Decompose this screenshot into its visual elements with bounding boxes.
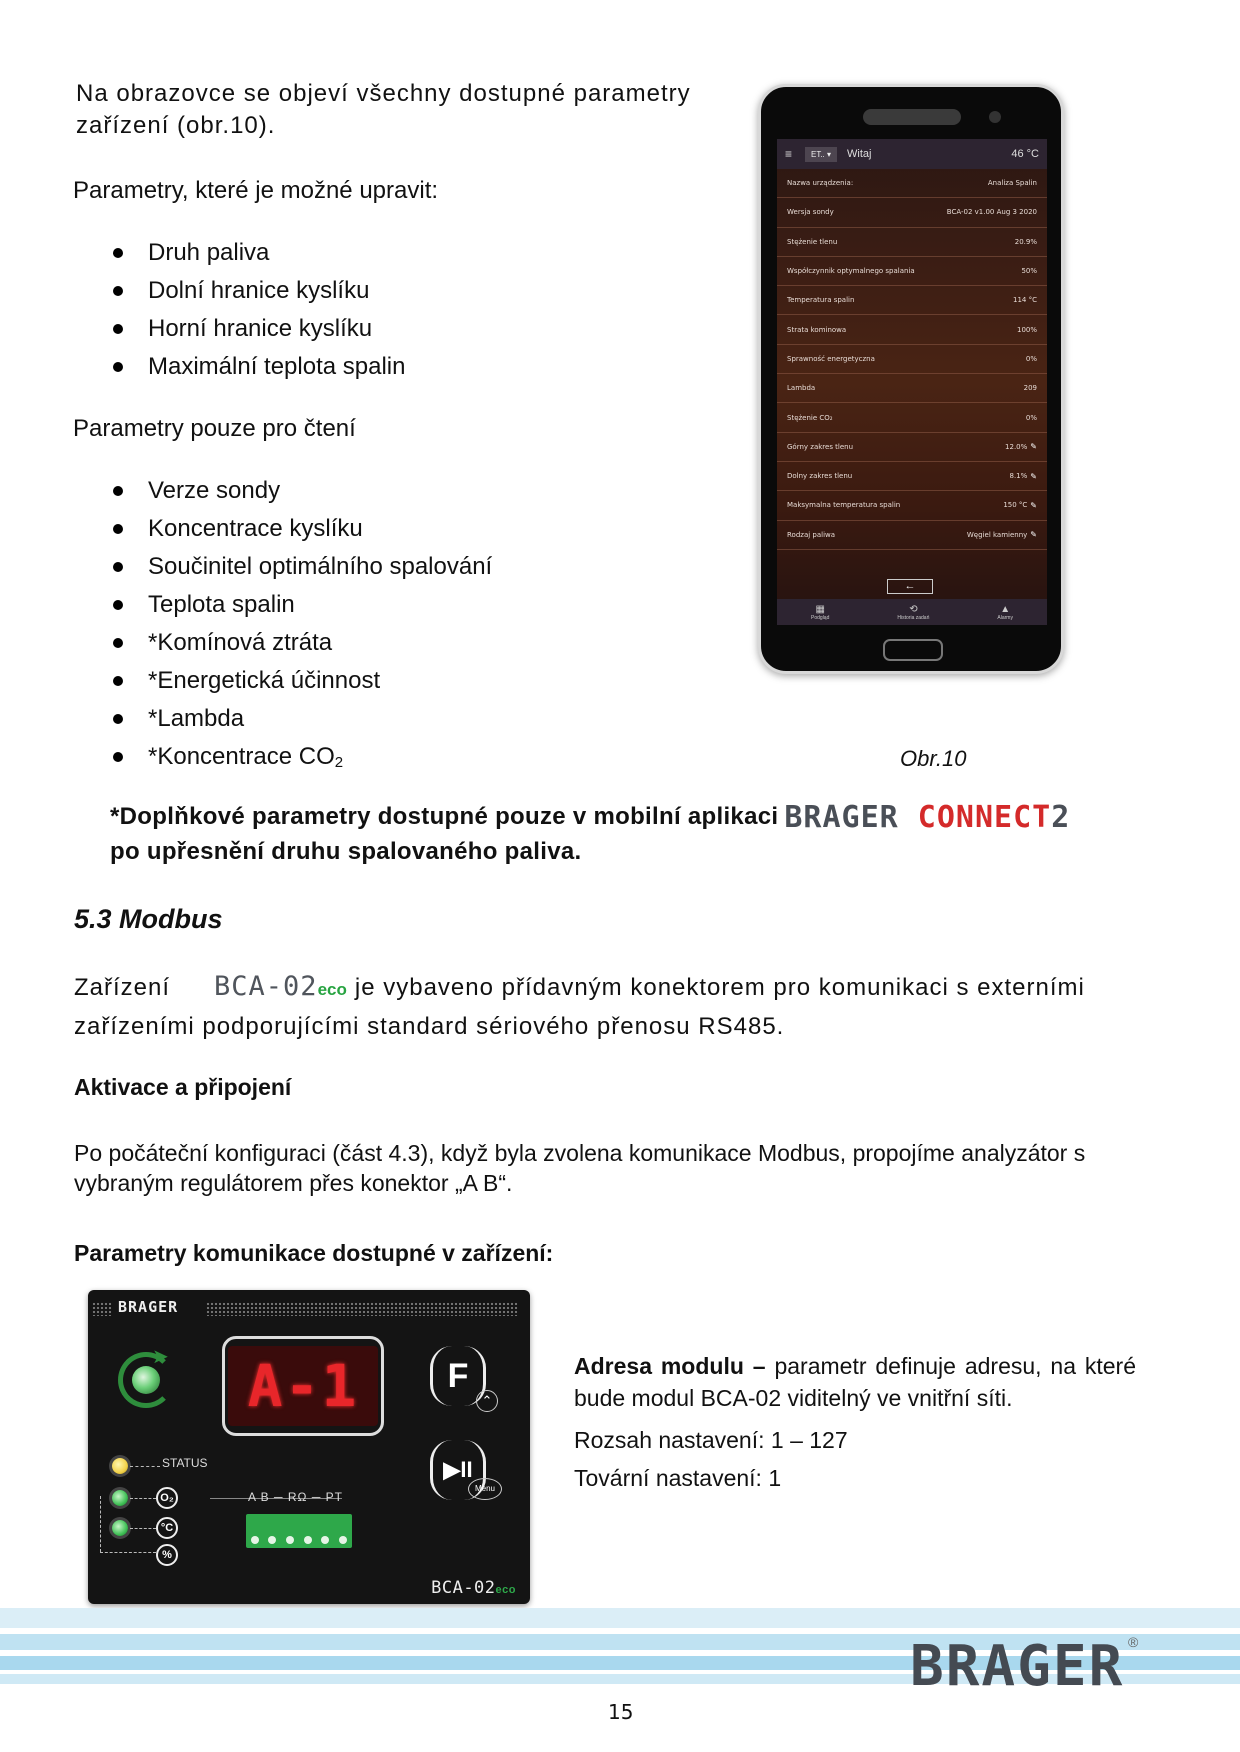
nav-label: Alarmy xyxy=(997,614,1013,621)
app-top-bar xyxy=(777,139,1047,169)
device-model: BCA-02eco xyxy=(431,1578,516,1598)
note-line-2: po upřesnění druhu spalovaného paliva. xyxy=(110,837,582,865)
parameter-value-wrap xyxy=(1024,384,1037,392)
list-item: Součinitel optimálního spalování xyxy=(73,548,492,586)
parameter-value: 8.1% xyxy=(1009,472,1028,481)
list-item: Koncentrace kyslíku xyxy=(73,510,492,548)
parameter-row xyxy=(777,228,1047,257)
terminal-block xyxy=(246,1514,352,1548)
parameter-value: Analiza Spalin xyxy=(987,179,1037,188)
brager-connect-logo: BRAGER CONNECT2 xyxy=(784,799,1071,835)
bca-02-device-panel xyxy=(88,1290,530,1604)
note-line-1: *Doplňkové parametry dostupné pouze v mobilní aplikaci xyxy=(110,803,779,830)
refresh-arrow-icon: ➤ xyxy=(152,1346,169,1368)
parameter-label: Temperatura spalin xyxy=(787,296,855,305)
parameter-value: 114 °C xyxy=(1013,296,1037,305)
parameter-value: 12.0% xyxy=(1005,442,1028,451)
editable-list xyxy=(73,234,405,386)
parameter-row xyxy=(777,315,1047,344)
bca-02-eco-logo: BCA-02eco xyxy=(214,971,347,1002)
terminal-pin xyxy=(251,1536,259,1544)
edit-pencil-icon[interactable]: ✎ xyxy=(1030,530,1037,540)
parameter-value: 100% xyxy=(1016,325,1037,334)
f-button[interactable]: F xyxy=(430,1346,486,1406)
temperature-icon: °C xyxy=(156,1517,178,1539)
oxygen-icon: O₂ xyxy=(156,1487,178,1509)
device-brand: BRAGER xyxy=(118,1298,179,1316)
parameter-value-wrap xyxy=(1015,238,1037,246)
parameter-label: Nazwa urządzenia: xyxy=(787,179,854,188)
parameter-label: Strata kominowa xyxy=(787,325,847,334)
parameter-value-wrap xyxy=(1010,472,1038,481)
grid-icon: ▦ xyxy=(815,603,825,615)
phone-speaker xyxy=(863,109,961,125)
supplementary-note xyxy=(110,800,1160,869)
modbus-description-text: je vybaveno přídavným konektorem pro komunikaci s externími zařízeními podporujícími standard sériového přenosu RS485. xyxy=(74,974,1085,1040)
parameter-value: BCA-02 v1.00 Aug 3 2020 xyxy=(946,208,1037,217)
parameter-value: Węgiel kamienny xyxy=(966,530,1028,539)
readonly-list xyxy=(73,472,492,779)
parameter-value-wrap xyxy=(1013,296,1037,304)
parameter-value-wrap xyxy=(967,530,1037,539)
module-definition: Adresa modulu – parametr definuje adresu, na které bude modul BCA-02 viditelný ve vnitřní síti. xyxy=(574,1353,1137,1411)
module-term: Adresa modulu – xyxy=(574,1353,766,1379)
intro-text xyxy=(76,78,746,142)
edit-pencil-icon[interactable]: ✎ xyxy=(1030,442,1037,452)
list-item: Verze sondy xyxy=(73,472,492,510)
edit-pencil-icon[interactable]: ✎ xyxy=(1030,471,1037,481)
terminal-pin xyxy=(268,1536,276,1544)
editable-heading: Parametry, které je možné upravit: xyxy=(73,177,439,204)
phone-camera xyxy=(989,111,1001,123)
parameter-row xyxy=(777,374,1047,403)
parameter-value: 0% xyxy=(1025,354,1037,363)
parameter-value-wrap xyxy=(1026,355,1037,363)
parameter-row xyxy=(777,403,1047,432)
phone-home-button xyxy=(883,639,943,661)
percent-icon: % xyxy=(156,1544,178,1566)
device-word: Zařízení xyxy=(74,974,171,1001)
terminal-pin xyxy=(286,1536,294,1544)
nav-item-history[interactable] xyxy=(897,604,929,621)
parameter-value: 150 °C xyxy=(1003,501,1028,510)
power-led xyxy=(132,1366,160,1394)
nav-item-preview[interactable] xyxy=(811,604,829,621)
parameter-row xyxy=(777,345,1047,374)
play-pause-button[interactable]: ▶II xyxy=(430,1440,486,1500)
module-range: Rozsah nastavení: 1 – 127 xyxy=(574,1427,848,1453)
intro-line-2: zařízení (obr.10). xyxy=(76,112,276,139)
module-default: Tovární nastavení: 1 xyxy=(574,1465,782,1491)
module-address-info xyxy=(574,1350,1136,1494)
parameter-label: Wersja sondy xyxy=(787,208,834,217)
activation-title: Aktivace a připojení xyxy=(74,1074,292,1100)
parameter-label: Współczynnik optymalnego spalania xyxy=(787,267,915,276)
connector-line xyxy=(130,1498,156,1499)
parameter-value-wrap xyxy=(1021,267,1037,275)
parameter-value: 50% xyxy=(1021,267,1037,276)
o2-led xyxy=(112,1490,128,1506)
list-item: Horní hranice kyslíku xyxy=(73,310,405,348)
decorative-dots xyxy=(206,1302,518,1316)
nav-item-alarms[interactable] xyxy=(997,604,1013,621)
communication-params-title: Parametry komunikace dostupné v zařízení: xyxy=(74,1240,554,1266)
parameter-label: Lambda xyxy=(787,384,816,393)
parameter-value-wrap xyxy=(1017,326,1037,334)
parameter-row xyxy=(777,286,1047,315)
temperature-readout: 46 °C xyxy=(1011,148,1039,160)
parameter-value: 20.9% xyxy=(1014,237,1037,246)
parameter-row xyxy=(777,198,1047,227)
device-selector[interactable]: ET.. ▾ xyxy=(805,147,837,162)
led-display: A-1 xyxy=(228,1346,378,1426)
parameter-label: Stężenie CO₂ xyxy=(787,413,833,422)
parameter-label: Rodzaj paliwa xyxy=(787,530,836,539)
co2-text: *Koncentrace CO xyxy=(148,743,335,770)
warning-icon: ▲ xyxy=(1000,603,1011,615)
section-title: 5.3 Modbus xyxy=(74,904,223,934)
parameter-label: Dolny zakres tlenu xyxy=(787,472,853,481)
decorative-dots xyxy=(92,1302,112,1316)
parameter-row[interactable] xyxy=(777,491,1047,520)
nav-label: Historia zadań xyxy=(897,614,930,621)
intro-line-1: Na obrazovce se objeví všechny dostupné parametry xyxy=(76,80,691,107)
brager-logo: BRAGER ® xyxy=(910,1634,1141,1699)
list-item: *Lambda xyxy=(73,700,492,738)
page-number: 15 xyxy=(608,1700,634,1724)
connector-labels: A B ─ RΩ ─ PT xyxy=(248,1490,343,1504)
terminal-pin xyxy=(339,1536,347,1544)
list-item: *Komínová ztráta xyxy=(73,624,492,662)
parameter-list xyxy=(777,169,1047,550)
parameter-row[interactable] xyxy=(777,521,1047,550)
phone-screen xyxy=(777,139,1047,625)
list-item: Druh paliva xyxy=(73,234,405,272)
list-item: Teplota spalin xyxy=(73,586,492,624)
parameter-row[interactable] xyxy=(777,462,1047,491)
back-arrow-icon[interactable]: ← xyxy=(887,579,933,594)
app-title: Witaj xyxy=(847,148,872,160)
parameter-value-wrap xyxy=(1026,414,1037,422)
connector-line xyxy=(100,1496,101,1552)
connector-line xyxy=(130,1466,160,1467)
parameter-row xyxy=(777,257,1047,286)
parameter-value-wrap xyxy=(988,179,1037,187)
parameter-label: Górny zakres tlenu xyxy=(787,442,854,451)
parameter-value-wrap xyxy=(1003,501,1037,510)
terminal-pin xyxy=(321,1536,329,1544)
nav-label: Podgląd xyxy=(811,614,830,621)
parameter-value: 0% xyxy=(1025,413,1037,422)
connector-line xyxy=(100,1552,156,1553)
app-bottom-nav xyxy=(777,599,1047,625)
status-label: STATUS xyxy=(162,1456,208,1470)
co2-subscript: 2 xyxy=(334,754,344,771)
parameter-value: 209 xyxy=(1023,384,1037,393)
parameter-value-wrap xyxy=(947,208,1037,216)
modbus-description xyxy=(74,968,1184,1045)
parameter-value-wrap xyxy=(1005,442,1037,451)
edit-pencil-icon[interactable]: ✎ xyxy=(1030,500,1037,510)
phone-mockup xyxy=(758,84,1064,674)
parameter-label: Maksymalna temperatura spalin xyxy=(787,501,901,510)
figure-caption: Obr.10 xyxy=(900,746,967,771)
activation-body: Po počáteční konfiguraci (část 4.3), když byla zvolena komunikace Modbus, propojíme analyzátor s vybraným regulátorem přes konektor „A B“. xyxy=(74,1140,1086,1196)
list-item: Dolní hranice kyslíku xyxy=(73,272,405,310)
hamburger-menu-icon[interactable]: ≡ xyxy=(785,147,793,161)
parameter-label: Stężenie tlenu xyxy=(787,237,838,246)
menu-label: Menu xyxy=(468,1478,502,1500)
parameter-row xyxy=(777,169,1047,198)
list-item xyxy=(73,738,492,779)
readonly-heading: Parametry pouze pro čtení xyxy=(73,415,356,442)
up-arrow-icon: ⌃ xyxy=(476,1390,498,1412)
terminal-pin xyxy=(304,1536,312,1544)
list-item: *Energetická účinnost xyxy=(73,662,492,700)
parameter-label: Sprawność energetyczna xyxy=(787,354,875,363)
list-item: Maximální teplota spalin xyxy=(73,348,405,386)
status-led xyxy=(112,1458,128,1474)
temp-led xyxy=(112,1520,128,1536)
parameter-row[interactable] xyxy=(777,433,1047,462)
history-icon: ⟲ xyxy=(909,603,918,615)
connector-line xyxy=(130,1528,156,1529)
